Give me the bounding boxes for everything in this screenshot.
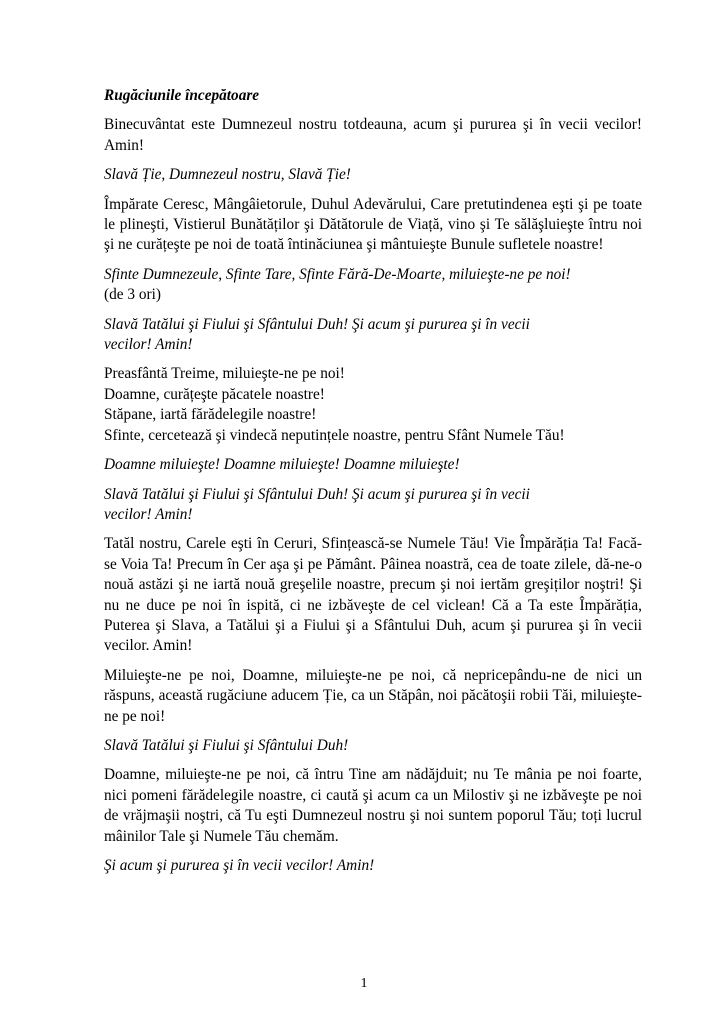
page-number: 1	[360, 976, 368, 991]
text-line: Slavă Tatălui şi Fiului şi Sfântului Duh! Şi acum şi pururea şi în vecii	[104, 485, 530, 503]
paragraph-have-mercy-on-us: Miluieşte-ne pe noi, Doamne, miluieşte-ne pe noi, că nepricepându-ne de nici un răspuns, această rugăciune aducem Ție, ca un Stăpân, noi păcătoşii robii Tăi, miluieşte-ne pe noi!	[104, 666, 642, 725]
text-line: Doamne, curățeşte păcatele noastre!	[104, 385, 325, 403]
paragraph-blessing: Binecuvântat este Dumnezeul nostru totdeauna, acum şi pururea şi în vecii vecilor! Amin!	[104, 116, 642, 154]
text-line: vecilor! Amin!	[104, 505, 193, 523]
text-line: Slavă Tatălui şi Fiului şi Sfântului Duh! Şi acum şi pururea şi în vecii	[104, 315, 530, 333]
paragraph-trisagion	[104, 265, 642, 306]
paragraph-heavenly-king: Împărate Ceresc, Mângâietorule, Duhul Adevărului, Care pretutindenea eşti şi pe toate le plineşti, Vistierul Bunătăților şi Dătătorule de Viață, vino şi Te sălăşluieşte întru noi şi ne curățeşte pe noi de toată întinăciunea şi mântuieşte Bunule sufletele noastre!	[104, 195, 642, 254]
text-line: Preasfântă Treime, miluieşte-ne pe noi!	[104, 365, 345, 383]
text-line: vecilor! Amin!	[104, 336, 193, 354]
paragraph-glory-be-1	[104, 315, 642, 356]
paragraph-our-father: Tatăl nostru, Carele eşti în Ceruri, Sfințească-se Numele Tău! Vie Împărăția Ta! Facă-se Voia Ta! Precum în Cer aşa şi pe Pământ. Pâinea noastră, cea de toate zilele, dă-ne-o nouă astăzi şi ne iartă nouă greşelile noastre, precum şi noi iertăm greşiților noştri! Şi nu ne duce pe noi în ispită, ci ne izbăveşte de cel viclean! Că a Ta este Împărăția, Puterea şi Slava, a Tatălui şi a Fiului şi a Sfântului Duh, acum şi pururea şi în vecii vecilor. Amin!	[104, 535, 642, 655]
paragraph-glory-be-2	[104, 485, 642, 526]
paragraph-glory-be-3: Slavă Tatălui şi Fiului şi Sfântului Duh!	[104, 736, 349, 754]
text-line: Stăpane, iartă fărădelegile noastre!	[104, 406, 317, 424]
paragraph-glory-to-thee: Slavă Ție, Dumnezeul nostru, Slavă Ție!	[104, 166, 351, 184]
section-heading: Rugăciunile începătoare	[104, 87, 260, 104]
trisagion-note: (de 3 ori)	[104, 286, 161, 304]
paragraph-holy-trinity	[104, 364, 642, 446]
document-body	[104, 86, 642, 885]
text-line: Sfinte, cercetează şi vindecă neputințele noastre, pentru Sfânt Numele Tău!	[104, 426, 565, 444]
paragraph-now-and-ever: Şi acum şi pururea şi în vecii vecilor! Amin!	[104, 857, 375, 874]
paragraph-lord-have-mercy: Doamne miluieşte! Doamne miluieşte! Doamne miluieşte!	[104, 456, 460, 474]
paragraph-lord-have-mercy-long: Doamne, miluieşte-ne pe noi, că întru Tine am nădăjduit; nu Te mânia pe noi foarte, nici pomeni fărădelegile noastre, ci caută şi acum ca un Milostiv şi ne izbăveşte pe noi de vrăjmaşii noştri, că Tu eşti Dumnezeul nostru şi noi suntem poporul Tău; toți lucrul mâinilor Tale şi Numele Tău chemăm.	[104, 766, 642, 845]
trisagion-text: Sfinte Dumnezeule, Sfinte Tare, Sfinte Fără-De-Moarte, miluieşte-ne pe noi!	[104, 265, 571, 283]
